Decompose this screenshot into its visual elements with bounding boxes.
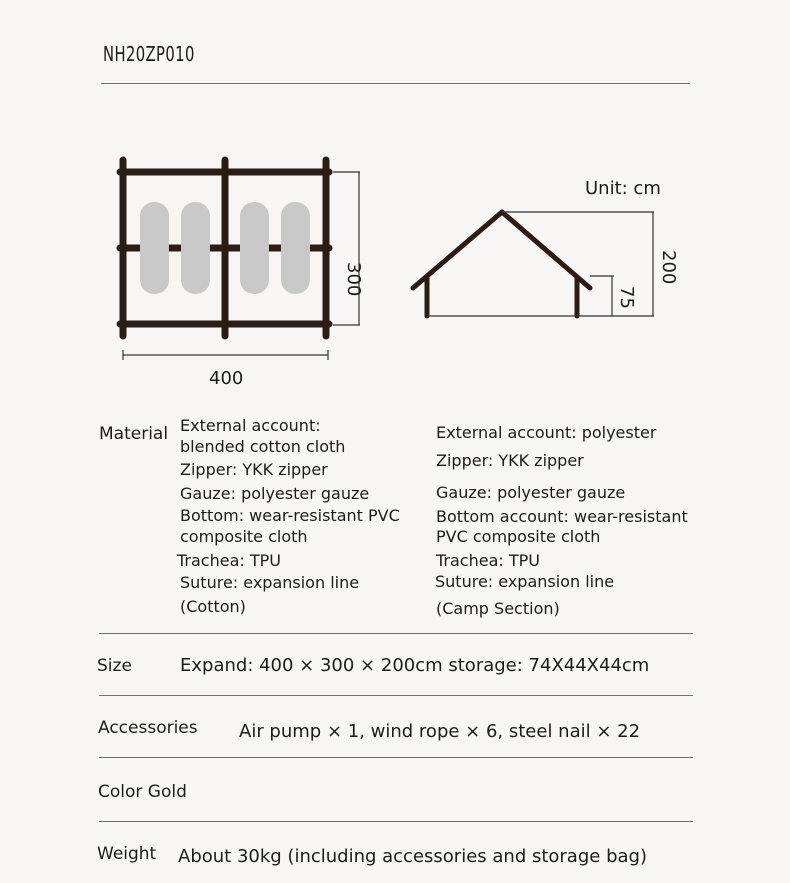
camp-line: (Camp Section) bbox=[436, 599, 560, 618]
divider-color bbox=[99, 821, 693, 822]
unit-label: Unit: cm bbox=[585, 178, 661, 199]
size-label: Size bbox=[97, 656, 132, 676]
weight-label: Weight bbox=[97, 844, 157, 864]
camp-line: External account: polyester bbox=[436, 423, 657, 442]
accessories-label: Accessories bbox=[98, 718, 198, 738]
height-wall-label: 75 bbox=[616, 286, 637, 309]
camp-line: Zipper: YKK zipper bbox=[436, 451, 584, 470]
size-value: Expand: 400 × 300 × 200cm storage: 74X44X44cm bbox=[180, 655, 650, 676]
camp-line: Suture: expansion line bbox=[435, 572, 615, 591]
cotton-line: composite cloth bbox=[180, 527, 308, 546]
cotton-line: Gauze: polyester gauze bbox=[180, 484, 370, 503]
accessories-value: Air pump × 1, wind rope × 6, steel nail × 22 bbox=[239, 721, 641, 742]
camp-line: Gauze: polyester gauze bbox=[436, 483, 626, 502]
plan-width-label: 400 bbox=[209, 368, 244, 389]
tent-dimension-diagram bbox=[0, 0, 790, 400]
side-elevation bbox=[413, 212, 590, 316]
color-label: Color Gold bbox=[98, 782, 187, 802]
cotton-line: (Cotton) bbox=[180, 597, 246, 616]
camp-line: Bottom account: wear-resistant bbox=[436, 507, 688, 526]
cotton-line: Trachea: TPU bbox=[177, 551, 281, 570]
plan-depth-label: 300 bbox=[343, 262, 364, 297]
cotton-line: Suture: expansion line bbox=[180, 573, 360, 592]
cotton-line: External account: bbox=[180, 416, 321, 435]
weight-value: About 30kg (including accessories and storage bag) bbox=[178, 846, 647, 867]
divider-material bbox=[99, 633, 693, 634]
model-number: NH20ZP010 bbox=[103, 42, 195, 66]
cotton-line: blended cotton cloth bbox=[180, 437, 346, 456]
material-label: Material bbox=[99, 424, 169, 444]
divider-accessories bbox=[99, 757, 693, 758]
camp-line: Trachea: TPU bbox=[436, 551, 540, 570]
height-total-label: 200 bbox=[658, 250, 679, 285]
camp-line: PVC composite cloth bbox=[436, 527, 601, 546]
cotton-line: Bottom: wear-resistant PVC bbox=[180, 506, 400, 525]
cotton-line: Zipper: YKK zipper bbox=[180, 460, 328, 479]
divider-size bbox=[99, 695, 693, 696]
